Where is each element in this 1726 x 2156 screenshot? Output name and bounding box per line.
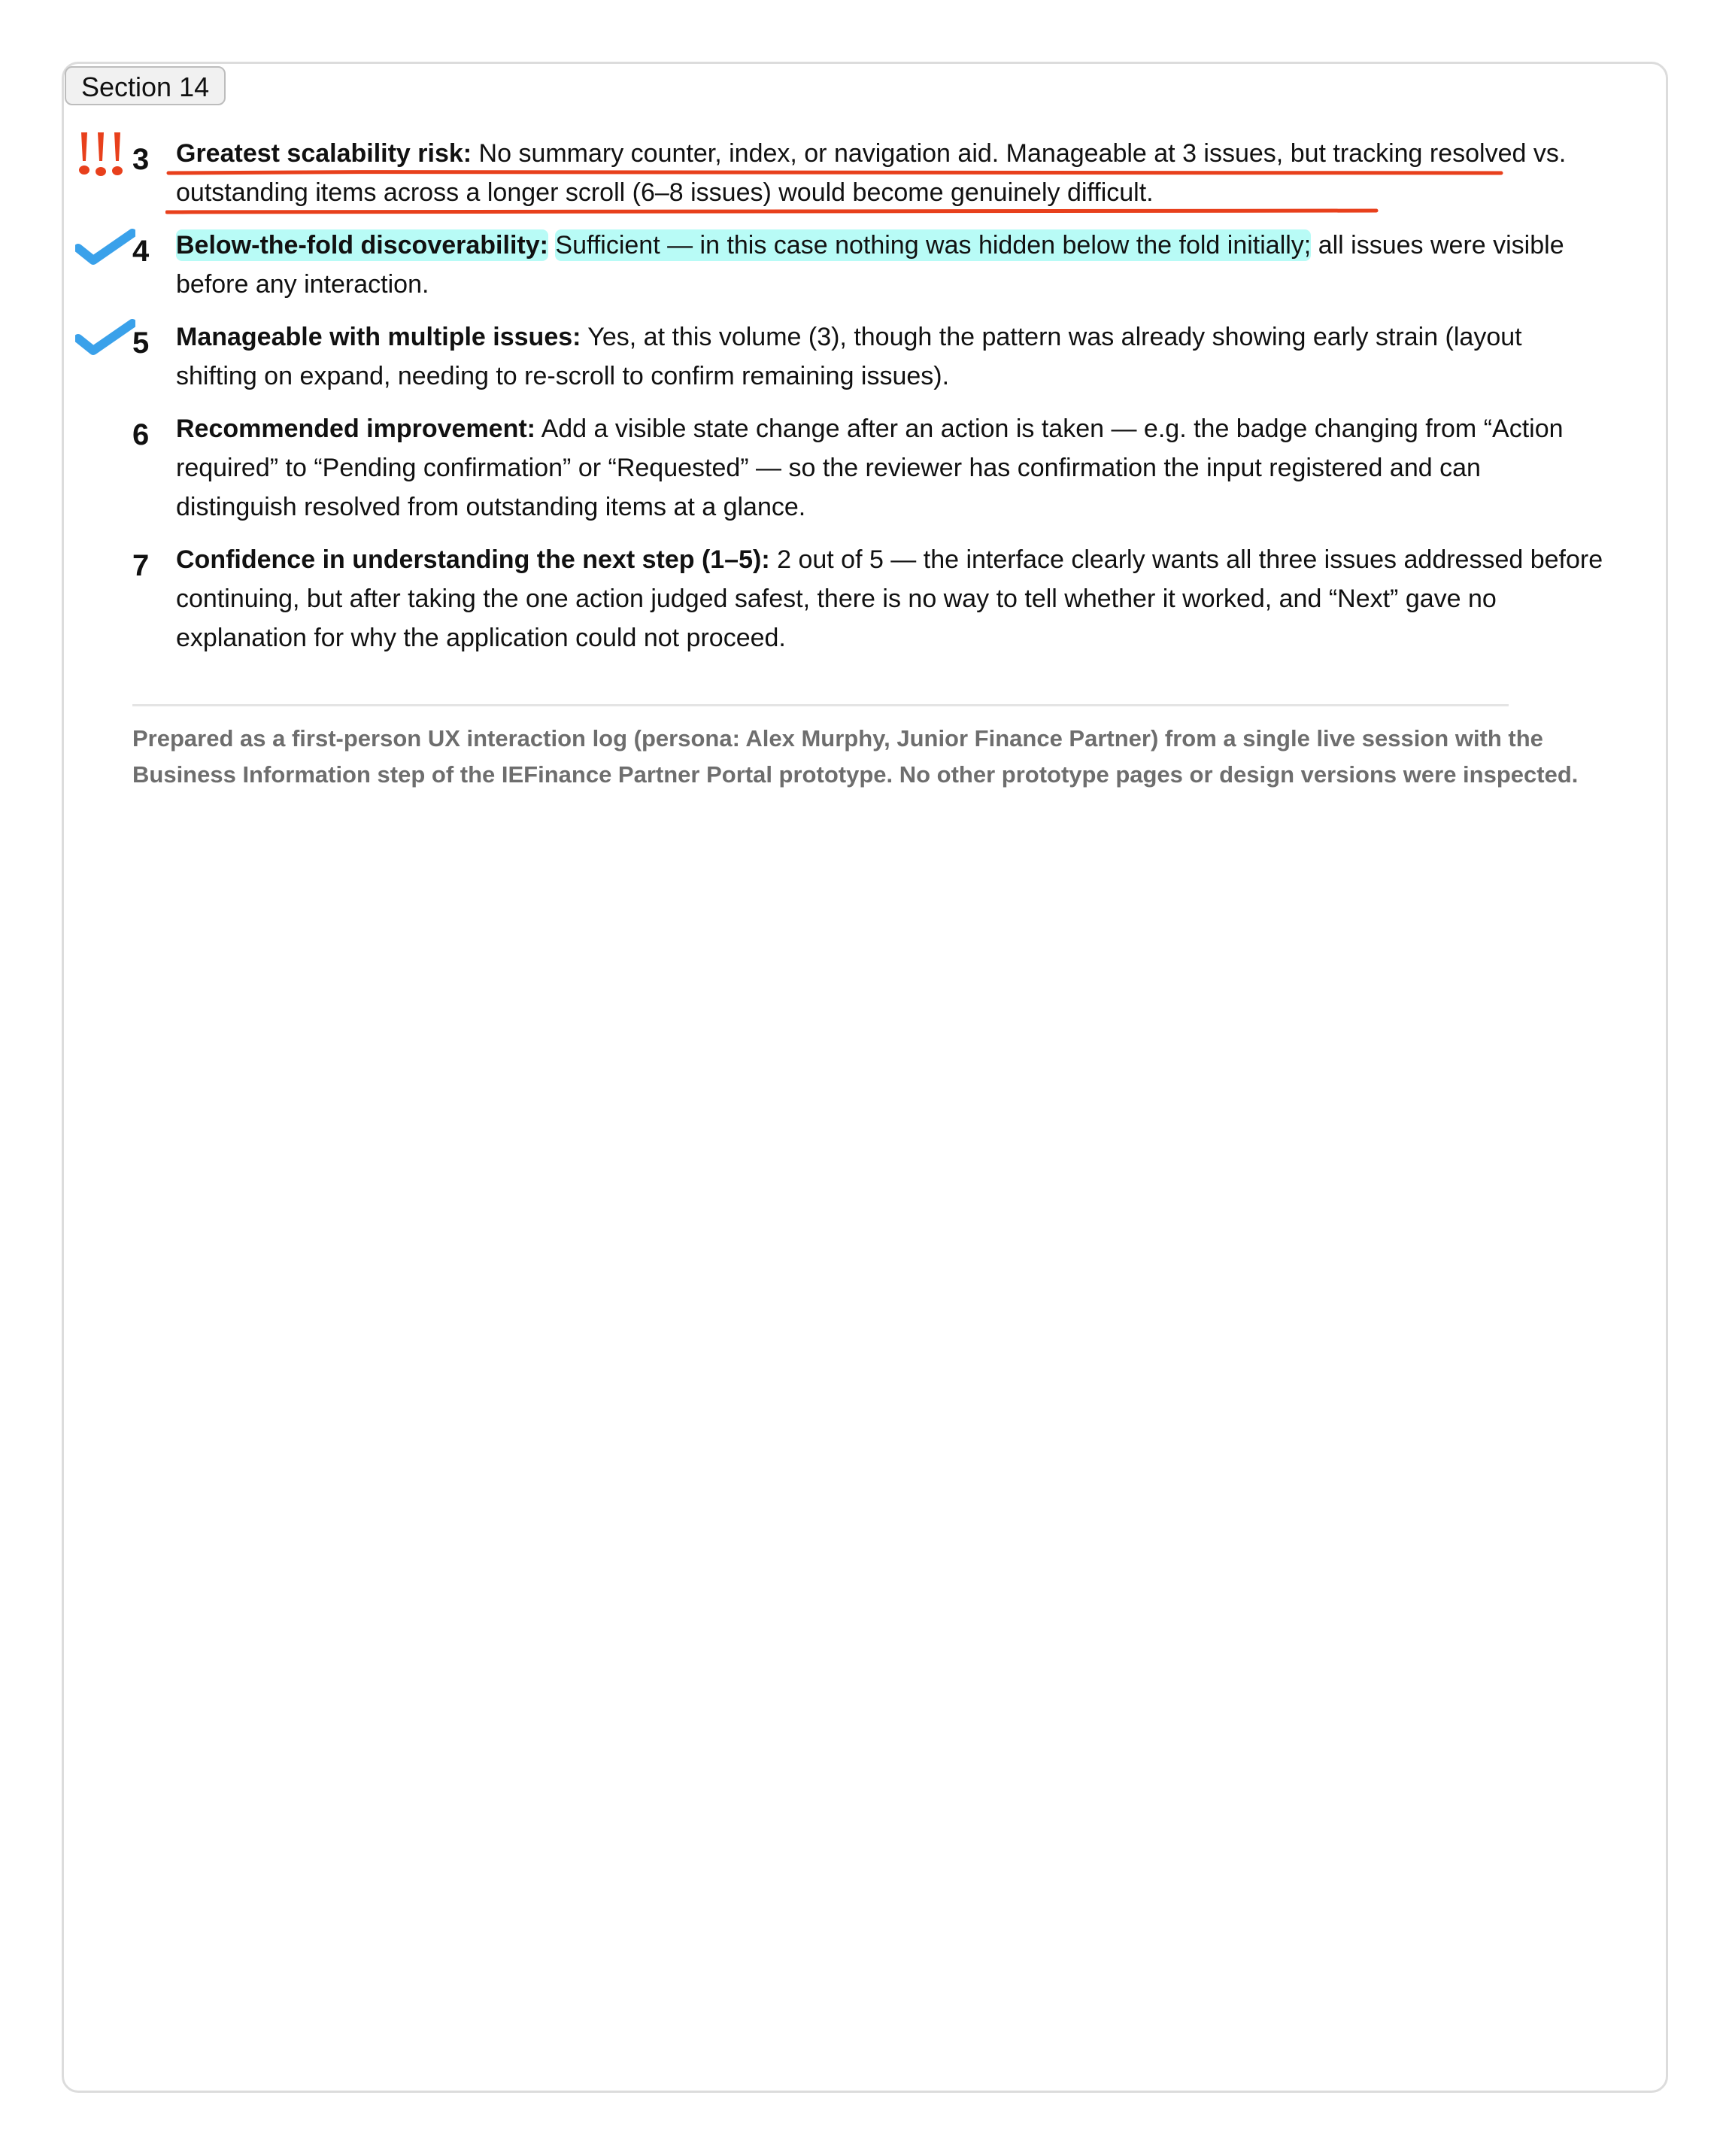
item-lead: Confidence in understanding the next step (1–5): [176, 545, 770, 574]
item-number: 6 [132, 418, 150, 451]
item-lead: Manageable with multiple issues: [176, 323, 581, 351]
item-body: all issues were visible before any interaction. [176, 231, 1564, 299]
item-lead: Greatest scalability risk: [176, 139, 472, 168]
item-lead: Recommended improvement: [176, 414, 535, 443]
item-body: Yes, at this volume (3), though the pattern was already showing early strain (layout shifting on expand, needing to re-scroll to confirm remaining issues). [176, 323, 1522, 390]
checkmark-icon [75, 319, 135, 357]
item-body: No summary counter, index, or navigation aid. Manageable at 3 issues, but tracking resolved vs. outstanding items across a longer scroll (6–8 issues) would become genuinely difficult. [176, 139, 1567, 207]
footnote: Prepared as a first-person UX interaction log (persona: Alex Murphy, Junior Finance Partner) from a single live session with the Business Information step of the IEFinance Partner Portal prototype. No other prototype pages or design versions were inspected. [132, 725, 1579, 788]
item-text [176, 226, 1605, 304]
exclamation-marks-icon [75, 129, 129, 181]
item-text [176, 540, 1605, 657]
item-text [176, 317, 1605, 396]
divider [132, 704, 1509, 706]
checkmark-icon [75, 229, 135, 266]
item-text [176, 409, 1605, 527]
item-body-highlighted: Sufficient — in this case nothing was hidden below the fold initially; [555, 231, 1312, 260]
item-number: 7 [132, 549, 150, 582]
section-tab[interactable]: Section 14 [65, 66, 226, 105]
item-body: Add a visible state change after an action is taken — e.g. the badge changing from “Action required” to “Pending confirmation” or “Requested” — so the reviewer has confirmation the input registered and can distinguish resolved from outstanding items at a glance. [176, 414, 1564, 521]
item-number: 3 [132, 143, 150, 176]
red-underline-annotation [165, 167, 1504, 217]
item-lead: Below-the-fold discoverability: [176, 231, 548, 260]
item-number: 5 [132, 326, 150, 360]
item-number: 4 [132, 235, 150, 268]
item-body: 2 out of 5 — the interface clearly wants all three issues addressed before continuing, but after taking the one action judged safest, there is no way to tell whether it worked, and “Next” gave no explanation for why the application could not proceed. [176, 545, 1603, 652]
